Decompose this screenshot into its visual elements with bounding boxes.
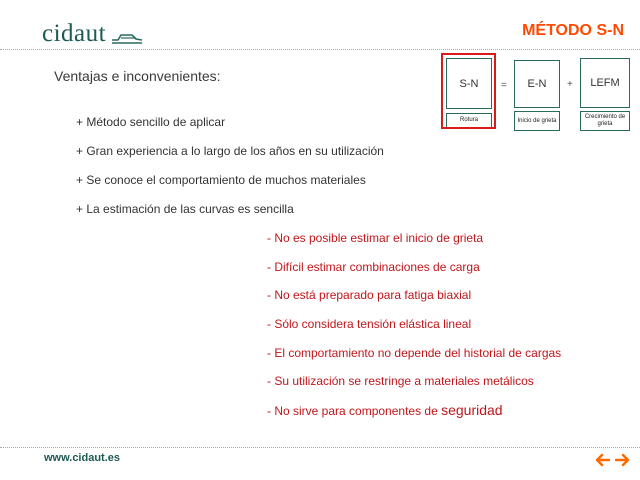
disadvantage-item: - No está preparado para fatiga biaxial (267, 288, 472, 303)
advantage-item: + Método sencillo de aplicar (76, 115, 226, 129)
disadvantage-prefix: - No sirve para componentes de (267, 404, 442, 419)
website-link[interactable]: www.cidaut.es (44, 452, 121, 464)
disadvantages-list (267, 230, 561, 431)
slide-title: MÉTODO S-N (522, 22, 624, 39)
label-lefm: Crecimiento de grieta (580, 111, 630, 131)
disadvantage-item: - Difícil estimar combinaciones de carga (267, 259, 480, 274)
header-divider (0, 49, 640, 51)
disadvantage-emphasis: seguridad (441, 402, 503, 419)
box-en: E-N (514, 60, 560, 108)
highlight-frame (441, 53, 496, 129)
disadvantage-item: - No es posible estimar el inicio de grieta (267, 231, 484, 245)
disadvantage-item: - El comportamiento no depende del historial de cargas (267, 345, 562, 360)
logo-text: cidaut (42, 20, 107, 47)
arrow-left-icon (594, 453, 610, 467)
equals-sign: = (501, 80, 507, 91)
label-en: Inicio de grieta (514, 111, 560, 131)
cidaut-logo (42, 20, 144, 48)
box-sn: S-N (446, 58, 492, 109)
plus-sign: + (567, 79, 573, 90)
footer-divider (0, 447, 640, 449)
car-icon (110, 29, 144, 45)
next-slide-button[interactable] (613, 450, 633, 470)
footer-band (0, 470, 640, 480)
section-subtitle: Ventajas e inconvenientes: (54, 68, 221, 84)
label-sn: Rotura (446, 113, 492, 128)
advantage-item: + Se conoce el comportamiento de muchos materiales (76, 173, 366, 187)
previous-slide-button[interactable] (592, 450, 612, 470)
disadvantage-item: - Su utilización se restringe a materiales metálicos (267, 374, 534, 389)
advantage-item: + Gran experiencia a lo largo de los años en su utilización (76, 144, 384, 158)
advantage-item: + La estimación de las curvas es sencilla (76, 202, 294, 216)
advantages-list (76, 114, 384, 230)
disadvantage-item-last (267, 402, 561, 431)
box-lefm: LEFM (580, 58, 630, 108)
disadvantage-item: - Sólo considera tensión elástica lineal (267, 317, 472, 332)
arrow-right-icon (615, 453, 631, 467)
